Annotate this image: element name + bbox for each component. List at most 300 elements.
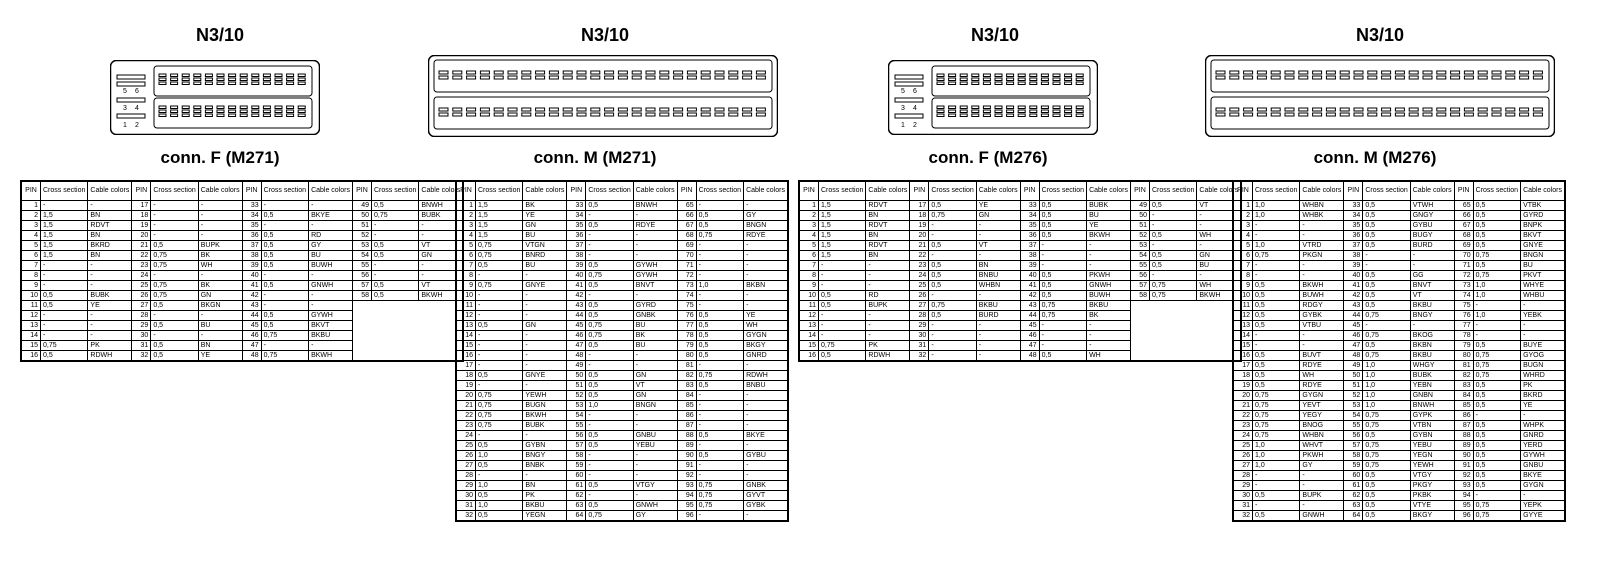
- pin-number: 36: [242, 231, 261, 241]
- cross-section: 0,5: [476, 461, 523, 471]
- cable-color: BKGN: [198, 301, 242, 311]
- table-row: [1233, 381, 1565, 391]
- empty-cell: [1149, 311, 1196, 321]
- pin-number: 21: [132, 241, 151, 251]
- cross-section: -: [696, 401, 743, 411]
- pin-number: 59: [567, 461, 586, 471]
- cable-color: BNPK: [1521, 221, 1565, 231]
- cross-section: 0,5: [1363, 511, 1410, 522]
- cross-section: 0,5: [476, 321, 523, 331]
- cable-color: WHBN: [1300, 431, 1344, 441]
- column-header: Cross section: [1149, 181, 1196, 201]
- pin-number: 29: [132, 321, 151, 331]
- cable-color: GYGN: [1521, 481, 1565, 491]
- pin-number: 78: [1454, 331, 1473, 341]
- cross-section: 1,0: [586, 401, 633, 411]
- cable-color: GYBN: [523, 441, 567, 451]
- pin-number: 85: [1454, 401, 1473, 411]
- cross-section: 0,5: [41, 291, 88, 301]
- cross-section: 1,5: [476, 231, 523, 241]
- pin-number: 45: [1020, 321, 1039, 331]
- pin-number: 58: [1130, 291, 1149, 301]
- pin-number: 56: [1344, 431, 1363, 441]
- cable-color: GYWH: [633, 261, 677, 271]
- table-row: [799, 331, 1241, 341]
- cable-color: BU: [198, 321, 242, 331]
- empty-cell: [352, 311, 371, 321]
- cable-color: WH: [1197, 231, 1241, 241]
- cable-color: VT: [419, 241, 463, 251]
- pin-number: 82: [1454, 371, 1473, 381]
- table-row: [21, 261, 463, 271]
- cross-section: 0,75: [696, 491, 743, 501]
- column-header: Cross section: [929, 181, 976, 201]
- pin-number: 3: [799, 221, 819, 231]
- table-row: [1233, 251, 1565, 261]
- cable-color: YEWH: [1410, 461, 1454, 471]
- cable-color: BN: [523, 481, 567, 491]
- pin-number: 94: [1454, 491, 1473, 501]
- pin-number: 13: [456, 321, 476, 331]
- cross-section: 0,5: [151, 321, 198, 331]
- cable-color: BKGY: [1410, 511, 1454, 522]
- cable-color: GG: [1410, 271, 1454, 281]
- empty-cell: [352, 301, 371, 311]
- cross-section: 1,5: [41, 241, 88, 251]
- cross-section: 0,5: [1473, 221, 1520, 231]
- cross-section: 0,75: [1363, 461, 1410, 471]
- cross-section: -: [696, 391, 743, 401]
- column-header: PIN: [1454, 181, 1473, 201]
- cross-section: 0,5: [151, 351, 198, 362]
- cross-section: -: [929, 331, 976, 341]
- pin-number: 56: [352, 271, 371, 281]
- pin-number: 10: [1233, 291, 1253, 301]
- cross-section: -: [696, 421, 743, 431]
- cable-color: BN: [866, 211, 910, 221]
- pin-number: 43: [567, 301, 586, 311]
- cross-section: -: [819, 321, 866, 331]
- pin-number: 15: [1233, 341, 1253, 351]
- column-header: Cross section: [696, 181, 743, 201]
- pin-number: 2: [799, 211, 819, 221]
- cable-color: YE: [1087, 221, 1131, 231]
- cable-color: -: [1300, 231, 1344, 241]
- cross-section: 0,5: [696, 341, 743, 351]
- cable-color: PKWH: [1300, 451, 1344, 461]
- table-row: [456, 341, 788, 351]
- table-row: [456, 401, 788, 411]
- cable-color: PK: [1521, 381, 1565, 391]
- cross-section: 0,5: [586, 301, 633, 311]
- cross-section: -: [586, 351, 633, 361]
- pin-number: 33: [242, 201, 261, 211]
- cable-color: BN: [866, 231, 910, 241]
- cross-section: -: [261, 221, 308, 231]
- cross-section: -: [696, 241, 743, 251]
- table-row: [1233, 291, 1565, 301]
- cable-color: PKWH: [1087, 271, 1131, 281]
- cable-color: -: [1521, 301, 1565, 311]
- pin-number: 83: [1454, 381, 1473, 391]
- table-row: [799, 291, 1241, 301]
- cable-color: -: [976, 341, 1020, 351]
- pin-number: 34: [567, 211, 586, 221]
- pin-number: 30: [132, 331, 151, 341]
- table-row: [799, 321, 1241, 331]
- pin-number: 21: [1233, 401, 1253, 411]
- pin-number: 29: [456, 481, 476, 491]
- cable-color: -: [523, 291, 567, 301]
- pin-number: 38: [1344, 251, 1363, 261]
- pin-number: 69: [1454, 241, 1473, 251]
- column-header: PIN: [352, 181, 371, 201]
- cross-section: 0,5: [1363, 341, 1410, 351]
- pin-number: 1: [799, 201, 819, 211]
- pin-number: 4: [21, 231, 41, 241]
- cross-section: -: [696, 301, 743, 311]
- pin-number: 18: [1233, 371, 1253, 381]
- pin-number: 2: [1233, 211, 1253, 221]
- cable-color: -: [198, 271, 242, 281]
- cable-color: BU: [523, 261, 567, 271]
- cross-section: -: [696, 471, 743, 481]
- cable-color: YE: [88, 301, 132, 311]
- empty-cell: [371, 311, 418, 321]
- cable-color: BKWH: [1197, 291, 1241, 301]
- pin-number: 22: [1233, 411, 1253, 421]
- cross-section: -: [586, 211, 633, 221]
- pin-number: 15: [456, 341, 476, 351]
- pin-number: 7: [799, 261, 819, 271]
- cross-section: 1,0: [696, 281, 743, 291]
- column-header: Cross section: [151, 181, 198, 201]
- pin-number: 54: [567, 411, 586, 421]
- pin-table-f-m276: [798, 180, 1242, 362]
- cross-section: 0,5: [819, 301, 866, 311]
- cable-color: -: [744, 421, 788, 431]
- cable-color: GN: [419, 251, 463, 261]
- pin-number: 64: [567, 511, 586, 522]
- cross-section: -: [261, 301, 308, 311]
- pin-number: 10: [456, 291, 476, 301]
- cable-color: BNGY: [523, 451, 567, 461]
- cable-color: GY: [309, 241, 353, 251]
- table-row: [21, 251, 463, 261]
- cable-color: -: [523, 351, 567, 361]
- cable-color: PK: [866, 341, 910, 351]
- cable-color: PK: [523, 491, 567, 501]
- cable-color: BKYE: [1521, 471, 1565, 481]
- table-row: [1233, 201, 1565, 211]
- cable-color: -: [523, 271, 567, 281]
- pin-number: 41: [1020, 281, 1039, 291]
- cable-color: -: [523, 381, 567, 391]
- cable-color: GYVT: [744, 491, 788, 501]
- cable-color: BKYE: [744, 431, 788, 441]
- cable-color: GYBU: [1410, 221, 1454, 231]
- pin-number: 54: [1344, 411, 1363, 421]
- pin-number: 26: [132, 291, 151, 301]
- pin-number: 39: [1020, 261, 1039, 271]
- cable-color: -: [633, 291, 677, 301]
- cable-color: -: [1087, 261, 1131, 271]
- cable-color: BKYE: [309, 211, 353, 221]
- pin-number: 18: [132, 211, 151, 221]
- pin-number: 20: [910, 231, 929, 241]
- pin-number: 52: [352, 231, 371, 241]
- column-header: Cable colors: [1521, 181, 1565, 201]
- cross-section: 0,5: [1473, 261, 1520, 271]
- cross-section: 0,5: [1253, 381, 1300, 391]
- cross-section: 0,5: [261, 251, 308, 261]
- cross-section: -: [586, 231, 633, 241]
- cross-section: 0,75: [1253, 251, 1300, 261]
- pin-number: 92: [677, 471, 696, 481]
- column-header: Cross section: [1363, 181, 1410, 201]
- cross-section: 0,75: [1473, 361, 1520, 371]
- cross-section: 0,5: [476, 261, 523, 271]
- cable-color: -: [198, 221, 242, 231]
- panel-1-title: N3/10: [195, 25, 245, 45]
- pin-number: 81: [677, 361, 696, 371]
- cross-section: -: [696, 361, 743, 371]
- cable-color: GNBU: [633, 431, 677, 441]
- cross-section: 0,5: [261, 241, 308, 251]
- cable-color: BN: [198, 341, 242, 351]
- cross-section: -: [1473, 301, 1520, 311]
- cable-color: -: [633, 351, 677, 361]
- cross-section: 0,5: [1473, 451, 1520, 461]
- pin-label-6: 6: [913, 88, 917, 95]
- cross-section: 0,5: [1149, 261, 1196, 271]
- cross-section: 0,5: [1473, 401, 1520, 411]
- cable-color: WH: [1087, 351, 1131, 362]
- table-row: [1233, 211, 1565, 221]
- cable-color: PKBK: [1410, 491, 1454, 501]
- pin-number: 79: [1454, 341, 1473, 351]
- cross-section: -: [41, 201, 88, 211]
- cable-color: BUBK: [523, 421, 567, 431]
- cable-color: PKVT: [1521, 271, 1565, 281]
- cable-color: VTRD: [1300, 241, 1344, 251]
- cross-section: 0,5: [1363, 501, 1410, 511]
- cross-section: -: [151, 201, 198, 211]
- pin-number: 37: [1344, 241, 1363, 251]
- cross-section: 0,5: [261, 311, 308, 321]
- pin-number: 8: [456, 271, 476, 281]
- cable-color: -: [523, 341, 567, 351]
- pin-number: 91: [677, 461, 696, 471]
- pin-number: 71: [1454, 261, 1473, 271]
- table-row: [799, 281, 1241, 291]
- table-row: [1233, 501, 1565, 511]
- pin-number: 80: [677, 351, 696, 361]
- cable-color: GNRD: [744, 351, 788, 361]
- cable-color: VTWH: [1410, 201, 1454, 211]
- cross-section: -: [151, 311, 198, 321]
- pin-number: 9: [1233, 281, 1253, 291]
- table-row: [21, 321, 463, 331]
- cable-color: GYBN: [1410, 431, 1454, 441]
- cable-color: BKBN: [1410, 341, 1454, 351]
- pin-number: 54: [1130, 251, 1149, 261]
- cross-section: -: [696, 441, 743, 451]
- cable-color: RDGY: [1300, 301, 1344, 311]
- cable-color: -: [633, 361, 677, 371]
- cross-section: 0,5: [1363, 301, 1410, 311]
- cable-color: GYRD: [633, 301, 677, 311]
- empty-cell: [352, 351, 371, 362]
- cable-color: -: [1300, 221, 1344, 231]
- cross-section: 1,5: [819, 241, 866, 251]
- cross-section: 0,5: [371, 281, 418, 291]
- pin-number: 89: [677, 441, 696, 451]
- cross-section: -: [1039, 251, 1086, 261]
- cable-color: BNBK: [523, 461, 567, 471]
- pin-number: 14: [799, 331, 819, 341]
- pin-table-f-m271: [20, 180, 464, 362]
- empty-cell: [352, 321, 371, 331]
- cross-section: -: [476, 271, 523, 281]
- cable-color: BK: [198, 281, 242, 291]
- cable-color: -: [523, 471, 567, 481]
- cross-section: 0,5: [41, 301, 88, 311]
- table-row: [1233, 421, 1565, 431]
- cable-color: VTGY: [633, 481, 677, 491]
- table-row: [456, 361, 788, 371]
- pin-number: 68: [677, 231, 696, 241]
- cross-section: -: [1363, 261, 1410, 271]
- pin-number: 26: [456, 451, 476, 461]
- cross-section: 0,75: [1473, 511, 1520, 522]
- cable-color: -: [523, 431, 567, 441]
- pin-number: 76: [1454, 311, 1473, 321]
- table-row: [21, 211, 463, 221]
- cable-color: WH: [1300, 371, 1344, 381]
- pin-label-2: 2: [135, 122, 139, 129]
- cable-color: VT: [633, 381, 677, 391]
- pin-number: 5: [799, 241, 819, 251]
- pin-number: 41: [1344, 281, 1363, 291]
- cable-color: -: [744, 361, 788, 371]
- cable-color: BUWH: [309, 261, 353, 271]
- cross-section: 0,5: [586, 371, 633, 381]
- cable-color: YEBN: [1410, 381, 1454, 391]
- cable-color: BNGN: [744, 221, 788, 231]
- cable-color: PK: [88, 341, 132, 351]
- table-row: [1233, 261, 1565, 271]
- cross-section: 0,5: [696, 431, 743, 441]
- cable-color: -: [1197, 271, 1241, 281]
- cross-section: 0,5: [261, 231, 308, 241]
- pin-number: 12: [1233, 311, 1253, 321]
- cross-section: 0,5: [1473, 201, 1520, 211]
- cable-color: BUBK: [419, 211, 463, 221]
- cable-color: YE: [198, 351, 242, 362]
- cross-section: 1,0: [1363, 371, 1410, 381]
- cable-color: BUWH: [1087, 291, 1131, 301]
- cable-color: WHGY: [1410, 361, 1454, 371]
- cable-color: BKWH: [1300, 281, 1344, 291]
- empty-cell: [1130, 341, 1149, 351]
- cross-section: 0,75: [819, 341, 866, 351]
- cross-section: 0,75: [1363, 311, 1410, 321]
- pin-number: 12: [456, 311, 476, 321]
- cross-section: -: [1253, 221, 1300, 231]
- cable-color: GYGN: [744, 331, 788, 341]
- table-row: [456, 471, 788, 481]
- pin-label-1: 1: [123, 122, 127, 129]
- cross-section: 1,0: [1253, 201, 1300, 211]
- table-row: [21, 231, 463, 241]
- cross-section: 0,5: [586, 501, 633, 511]
- cable-color: GNGY: [1410, 211, 1454, 221]
- cross-section: 0,5: [1363, 211, 1410, 221]
- cable-color: BUPK: [866, 301, 910, 311]
- table-row: [456, 231, 788, 241]
- cable-color: PKGN: [1300, 251, 1344, 261]
- cable-color: -: [419, 221, 463, 231]
- pin-number: 18: [456, 371, 476, 381]
- cross-section: -: [1473, 331, 1520, 341]
- cable-color: WHYE: [1521, 281, 1565, 291]
- cross-section: 0,75: [476, 391, 523, 401]
- cross-section: -: [371, 221, 418, 231]
- cable-color: -: [976, 291, 1020, 301]
- cross-section: 0,5: [1253, 321, 1300, 331]
- pin-number: 80: [1454, 351, 1473, 361]
- cable-color: BNOG: [1300, 421, 1344, 431]
- pin-number: 48: [1020, 351, 1039, 362]
- empty-cell: [1149, 331, 1196, 341]
- cable-color: -: [744, 511, 788, 522]
- pin-number: 13: [799, 321, 819, 331]
- pin-number: 9: [21, 281, 41, 291]
- table-row: [799, 271, 1241, 281]
- cross-section: 0,5: [929, 271, 976, 281]
- cable-color: -: [866, 271, 910, 281]
- cross-section: 0,5: [151, 301, 198, 311]
- cross-section: -: [476, 381, 523, 391]
- pin-number: 87: [1454, 421, 1473, 431]
- cable-color: -: [88, 311, 132, 321]
- cross-section: -: [586, 471, 633, 481]
- cross-section: 0,5: [1253, 511, 1300, 522]
- pin-number: 12: [799, 311, 819, 321]
- pin-number: 51: [1344, 381, 1363, 391]
- cross-section: 0,75: [586, 331, 633, 341]
- panel-2-title: N3/10: [580, 25, 630, 45]
- cross-section: 0,75: [1363, 441, 1410, 451]
- cross-section: 1,5: [476, 221, 523, 231]
- cable-color: -: [198, 231, 242, 241]
- column-header: PIN: [21, 181, 41, 201]
- pin-number: 13: [21, 321, 41, 331]
- cable-color: GYGN: [1300, 391, 1344, 401]
- pin-number: 2: [21, 211, 41, 221]
- table-row: [456, 251, 788, 261]
- cable-color: -: [633, 491, 677, 501]
- cross-section: 0,75: [476, 241, 523, 251]
- pin-number: 26: [910, 291, 929, 301]
- cable-color: -: [976, 321, 1020, 331]
- cable-color: YE: [1521, 401, 1565, 411]
- cable-color: -: [523, 331, 567, 341]
- cross-section: -: [41, 271, 88, 281]
- table-row: [799, 201, 1241, 211]
- empty-cell: [371, 351, 418, 362]
